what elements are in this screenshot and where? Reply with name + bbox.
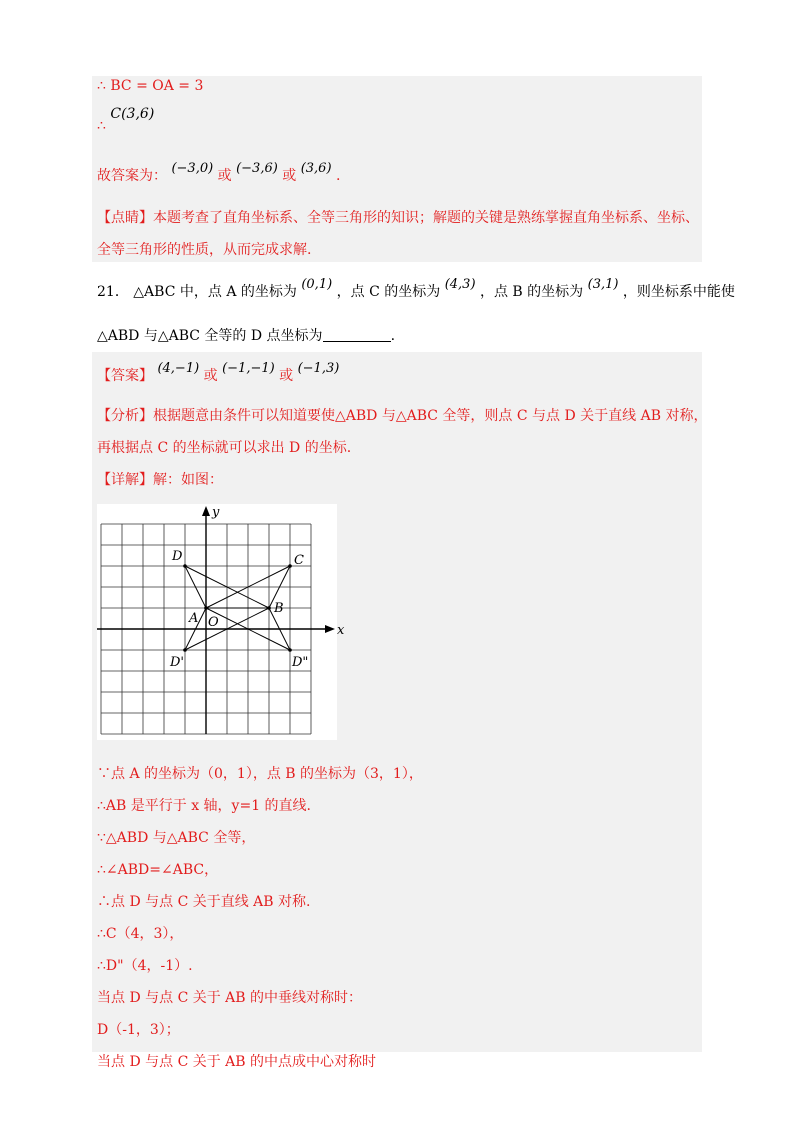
analysis-line-1: 【分析】根据题意由条件可以知道要使△ABD 与△ABC 全等，则点 C 与点 D 关于直线 AB 对称， bbox=[97, 408, 708, 424]
solution-step: ∴AB 是平行于 x 轴，y=1 的直线. bbox=[97, 798, 311, 814]
origin-label: O bbox=[208, 615, 219, 630]
solution-step: ∵△ABD 与△ABC 全等， bbox=[97, 830, 256, 846]
label-d: D bbox=[172, 549, 183, 564]
x-axis-label: x bbox=[337, 623, 345, 638]
point-b bbox=[267, 606, 271, 610]
label-d2: D" bbox=[292, 655, 309, 670]
solution-step: 当点 D 与点 C 关于 AB 的中垂线对称时： bbox=[97, 990, 363, 1006]
answer-line: 【答案】 (4,−1) 或 (−1,−1) 或 (−1,3) bbox=[97, 361, 340, 384]
coordinate-figure bbox=[97, 504, 345, 740]
point-d bbox=[183, 564, 187, 568]
label-b: B bbox=[274, 601, 284, 616]
solution-step: 当点 D 与点 C 关于 AB 的中点成中心对称时 bbox=[97, 1054, 377, 1070]
analysis-line-2: 再根据点 C 的坐标就可以求出 D 的坐标. bbox=[97, 440, 352, 456]
solution-step: ∴点 D 与点 C 关于直线 AB 对称. bbox=[97, 894, 311, 910]
answer-blank bbox=[323, 327, 391, 342]
comment-line-2: 全等三角形的性质，从而完成求解. bbox=[97, 242, 312, 258]
step-c-coordinate: ∴ C(3,6) bbox=[97, 106, 155, 134]
comment-line-1: 【点睛】本题考查了直角坐标系、全等三角形的知识；解题的关键是熟练掌握直角坐标系、坐标、 bbox=[97, 210, 699, 226]
solution-step: ∵点 A 的坐标为（0，1），点 B 的坐标为（3，1）， bbox=[97, 766, 423, 782]
step-bc-equals-oa: ∴ BC = OA = 3 bbox=[97, 78, 204, 94]
point-d2 bbox=[288, 648, 292, 652]
solution-step: ∴D"（4，-1）. bbox=[97, 958, 193, 974]
point-a bbox=[204, 606, 208, 610]
point-d1 bbox=[183, 648, 187, 652]
point-c bbox=[288, 564, 292, 568]
solution-step: D（-1，3）； bbox=[97, 1022, 180, 1038]
question-21-line-2: △ABD 与△ABC 全等的 D 点坐标为 . bbox=[97, 328, 396, 344]
detail-label: 【详解】解：如图： bbox=[97, 472, 223, 488]
solution-step: ∴∠ABD=∠ABC， bbox=[97, 862, 219, 878]
label-a: A bbox=[189, 611, 199, 626]
label-d1: D' bbox=[170, 655, 184, 670]
solution-step: ∴C（4，3）， bbox=[97, 926, 184, 942]
y-axis-label: y bbox=[212, 505, 220, 520]
label-c: C bbox=[294, 553, 304, 568]
previous-answer: 故答案为： (−3,0) 或 (−3,6) 或 (3,6) . bbox=[97, 161, 341, 184]
question-21-line-1: 21． △ABC 中，点 A 的坐标为 (0,1) ，点 C 的坐标为 (4,3) ，点 B 的坐标为 (3,1) ，则坐标系中能使 bbox=[97, 277, 735, 300]
